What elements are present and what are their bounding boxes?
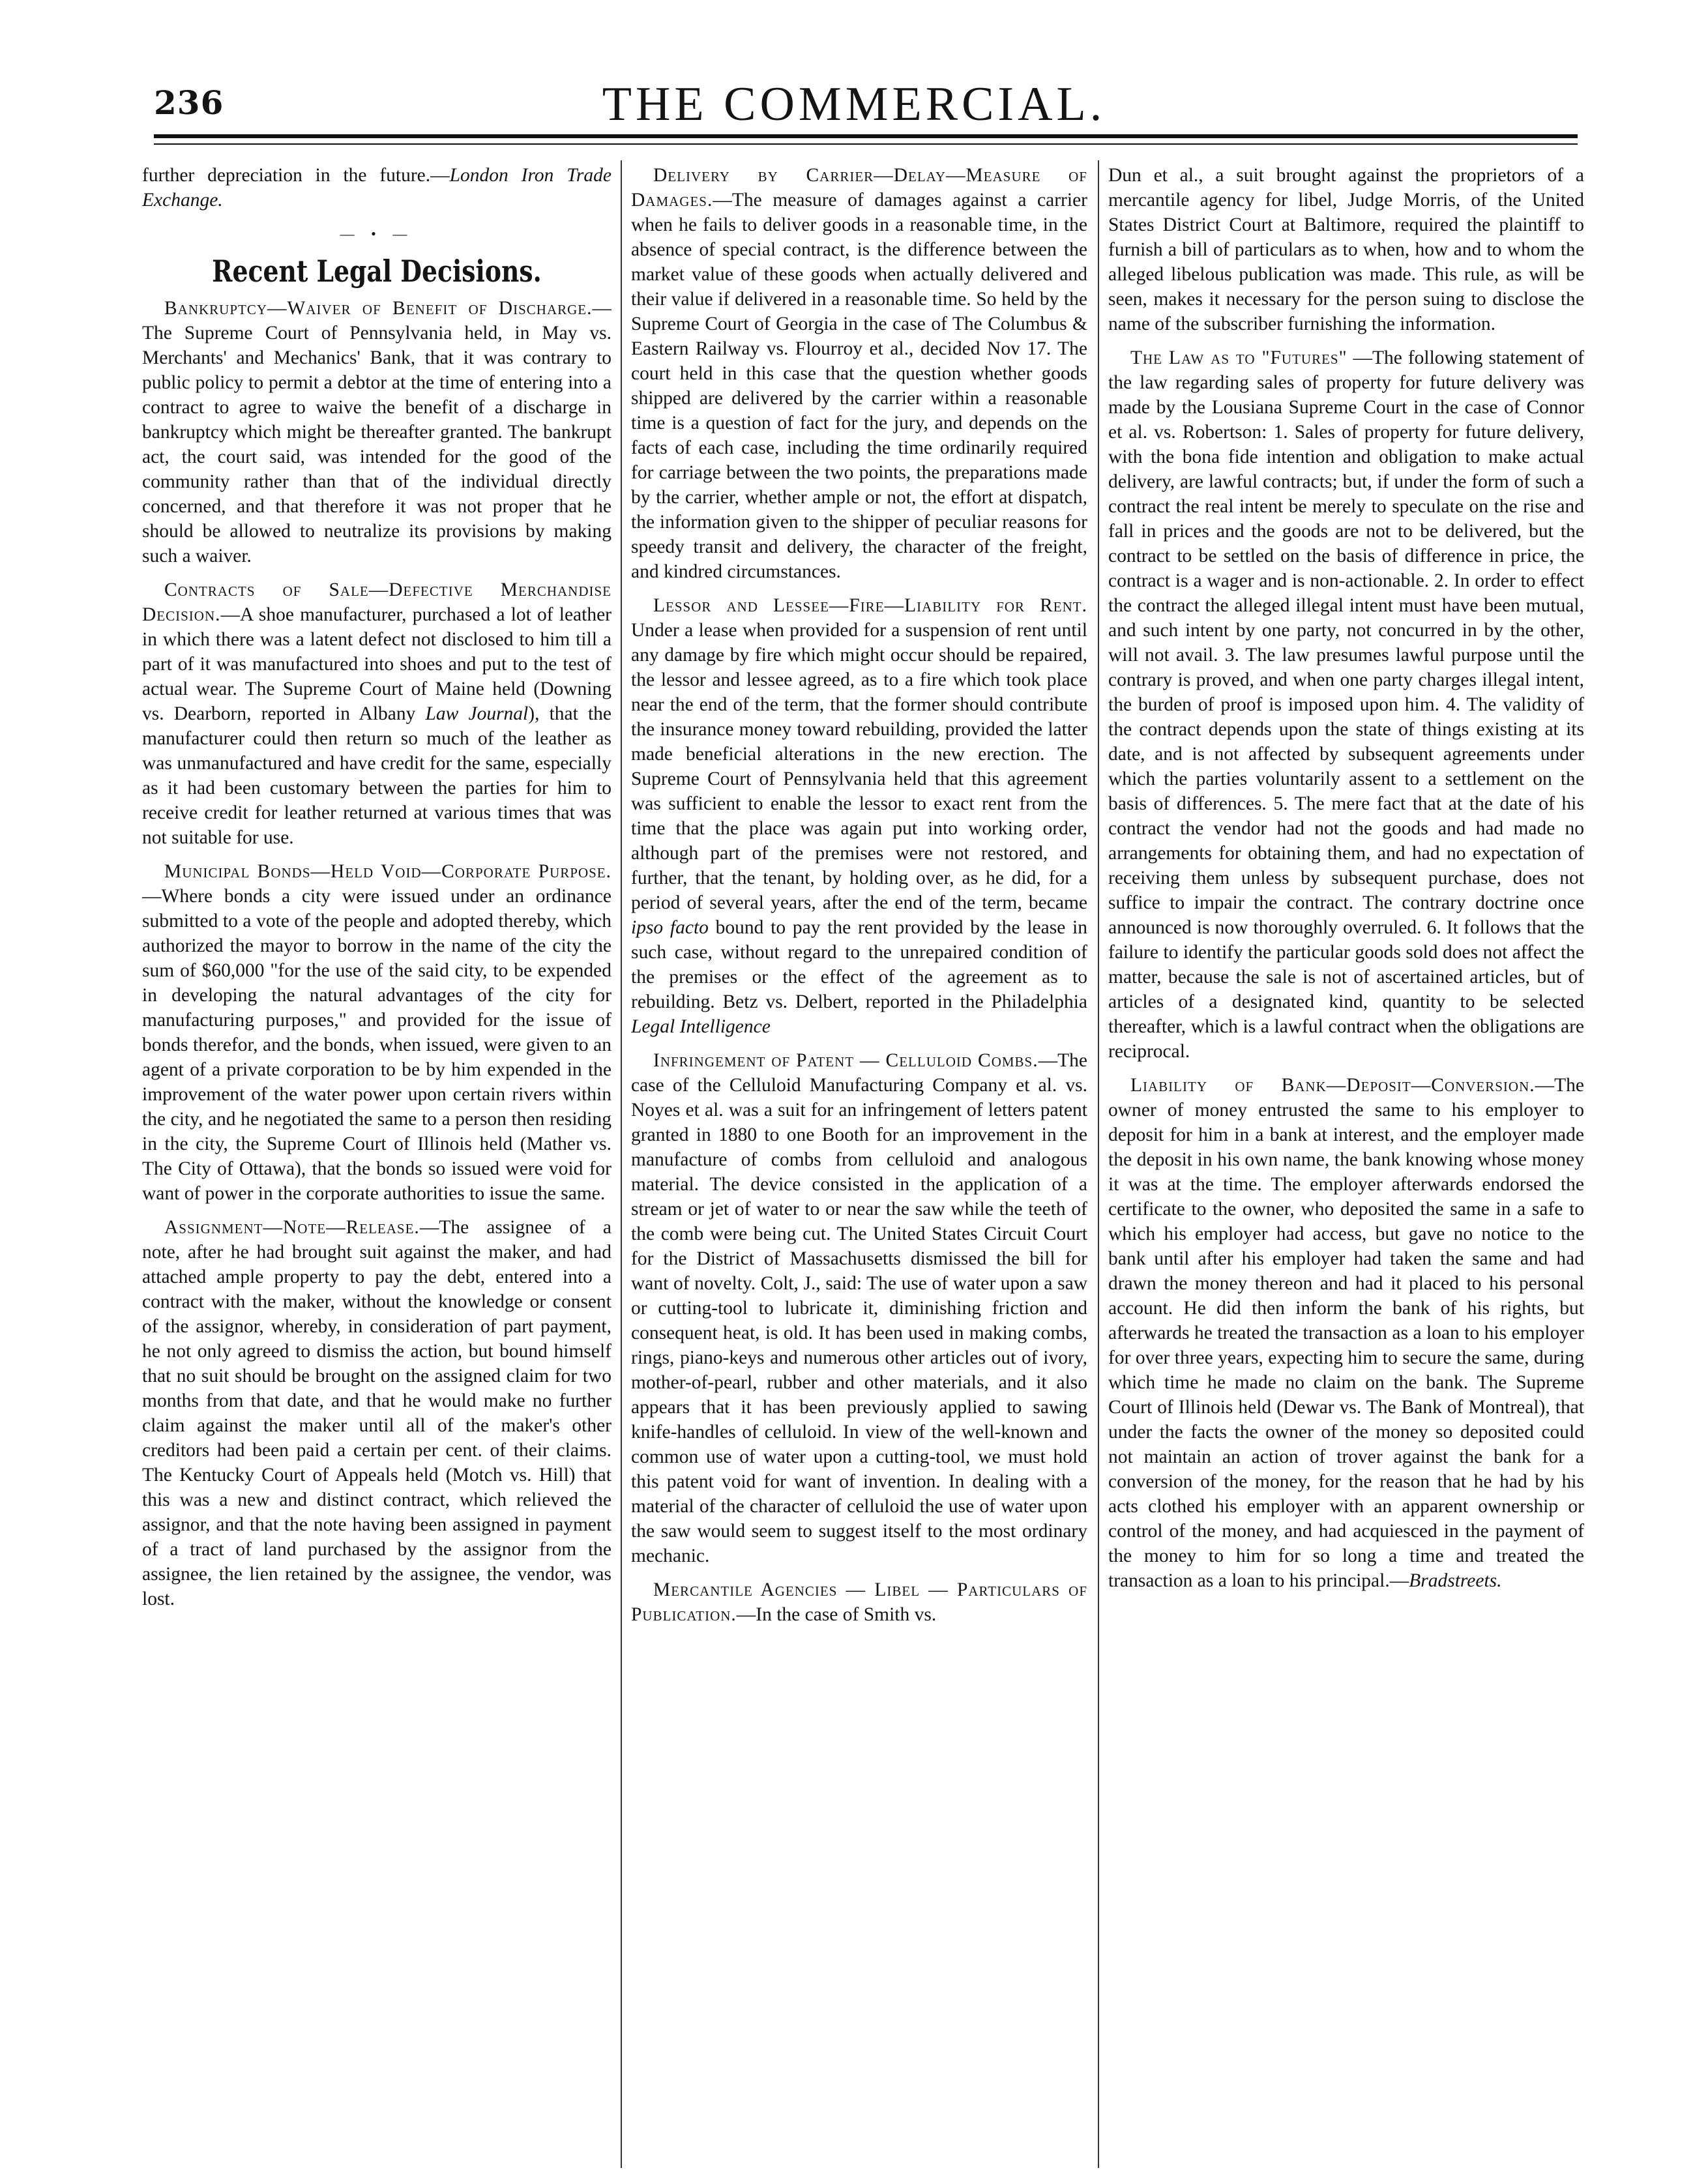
- article-mercantile-agencies: [631, 1577, 1087, 1627]
- article-heading: Assignment—Note—Release.: [164, 1217, 420, 1238]
- article-source: Bradstreets.: [1409, 1570, 1502, 1591]
- article-heading: Delivery by Carrier—Delay—Measure of Damages.: [631, 165, 1087, 211]
- article-body: Under a lease when provided for a suspension of rent until any damage by fire which might occur should be repaired, the lessor and lessee agreed, as to a fire which took place near the end of the term, that the former should contribute the insurance money toward rebuilding, provided the latter made beneficial alterations in the new erection. The Supreme Court of Pennsylvania held that this agreement was sufficient to enable the lessor to exact rent from the time that the place was again put into working order, although part of the premises were not restored, and further, that the tenant, by holding over, as he did, for a period of several years, after the end of the term, became: [631, 620, 1087, 913]
- article-body: —The measure of damages against a carrier when he fails to deliver goods in a reasonable time, in the absence of special contract, is the difference between the market value of these goods when actually delivered and their value if delivered in a reasonable time. So held by the Supreme Court of Georgia in the case of The Columbus & Eastern Railway vs. Flourroy et al., decided Nov 17. The court held in this case that the question whether goods shipped are delivered by the carrier within a reasonable time is a question of fact for the jury, and depends on the facts of each case, including the time ordinarily required for carriage between the two points, the preparations made by the carrier, whether ample or not, the effort at dispatch, the information given to the shipper of peculiar reasons for speedy transit and delivery, the character of the freight, and kindred circumstances.: [631, 190, 1087, 582]
- header-rule-thick: [154, 134, 1578, 138]
- article-heading: Liability of Bank—Deposit—Conversion.: [1130, 1075, 1535, 1096]
- article-municipal-bonds: [142, 859, 611, 1206]
- article-heading: Lessor and Lessee—Fire—Liability for Rent.: [653, 595, 1087, 616]
- article-assignment: [142, 1215, 611, 1611]
- article-delivery-by-carrier: [631, 163, 1087, 584]
- article-body: —The owner of money entrusted the same to his employer to deposit for him in a bank at interest, and the employer made the deposit in his own name, the bank knowing whose money it was at the time. The employer afterwards endorsed the certificate to the owner, who deposited the same in a safe to which his employer had access, but gave no notice to the bank until after his employer had taken the same and had drawn the money thereon and had it placed to his personal account. He did then inform the bank of his rights, but afterwards he treated the transaction as a loan to his employer for over three years, expecting him to secure the same, during which time he made no claim on the bank. The Supreme Court of Illinois held (Dewar vs. The Bank of Montreal), that under the facts the owner of the money so deposited could not maintain an action of trover against the bank for a conversion of the money, for the reason that he had by his acts clothed his employer with an apparent ownership or control of the money, and had acquiesced in the payment of the money to him for so long a time and treated the transaction as a loan to his principal.—: [1108, 1075, 1584, 1591]
- intro-source: London Iron Trade Exchange.: [142, 165, 611, 211]
- column-1: [142, 163, 611, 2177]
- article-italic: Law Journal: [425, 703, 529, 724]
- article-body: —The case of the Celluloid Manufacturing Company et al. vs. Noyes et al. was a suit for an infringement of letters patent granted in 1880 to one Booth for an improvement in the manufacture of combs from celluloid and analogous material. The device consisted in the application of a stream or jet of water to or near the saw while the teeth of the comb were being cut. The United States Circuit Court for the District of Massachusetts dismissed the bill for want of novelty. Colt, J., said: The use of water upon a saw or cutting-tool to lubricate it, diminishing friction and consequent heat, is old. It has been used in making combs, rings, piano-keys and numerous other articles out of ivory, mother-of-pearl, rubber and other materials, and it also appears that it has been previously applied to sawing knife-handles of celluloid. In view of the well-known and common use of water upon a cutting-tool, we must hold this patent void for want of invention. In dealing with a material of the character of celluloid the use of water upon the saw would seem to suggest itself to the most ordinary mechanic.: [631, 1050, 1087, 1566]
- column-3: [1108, 163, 1584, 2177]
- intro-text: further depreciation in the future.—: [142, 165, 450, 186]
- article-body: —The Supreme Court of Pennsylvania held, in May vs. Merchants' and Mechanics' Bank, that it was contrary to public policy to permit a debtor at the time of entering into a contract to agree to waive the benefit of a discharge in bankruptcy which might be thereafter granted. The bankrupt act, the court said, was intended for the good of the community rather than that of the individual directly concerned, and that therefore it was not proper that he should be allowed to neutralize its provisions by making such a waiver.: [142, 298, 611, 566]
- article-body: Dun et al., a suit brought against the proprietors of a mercantile agency for libel, Judge Morris, of the United States District Court at Baltimore, required the plaintiff to furnish a bill of particulars as to when, how and to whom the alleged libelous publication was made. This rule, as will be seen, makes it necessary for the person suing to disclose the name of the subscriber furnishing the information.: [1108, 165, 1584, 334]
- page-number: 236: [154, 83, 224, 122]
- article-body: —In the case of Smith vs.: [736, 1604, 937, 1625]
- article-body: —The assignee of a note, after he had brought suit against the maker, and had attached ample property to pay the debt, entered into a contract with the maker, without the knowledge or consent of the assignor, whereby, in consideration of part payment, he not only agreed to dismiss the action, but bound himself that no suit should be brought on the assigned claim for two months from that date, and that he would make no further claim against the maker until all of the maker's other creditors had been paid a certain per cent. of their claims. The Kentucky Court of Appeals held (Motch vs. Hill) that this was a new and distinct contract, which relieved the assignor, and that the note having been assigned in payment of a tract of land purchased by the assignor from the assignee, the lien retained by the assignee, the vendor, was lost.: [142, 1217, 611, 1609]
- article-body: —A shoe manufacturer, purchased a lot of leather in which there was a latent defect not disclosed to him till a part of it was manufactured into shoes and put to the test of actual wear. The Supreme Court of Maine held (Downing vs. Dearborn, reported in Albany: [142, 604, 611, 724]
- article-italic: ipso facto: [631, 917, 709, 938]
- article-heading: Mercantile Agencies — Libel — Particulars of Publication.: [631, 1579, 1087, 1625]
- section-title: Recent Legal Decisions.: [212, 254, 542, 289]
- intro-paragraph: [142, 163, 611, 212]
- section-ornament: — • —: [340, 226, 414, 242]
- article-heading: Municipal Bonds—Held Void—Corporate Purpose.: [164, 861, 611, 882]
- article-heading: Infringement of Patent — Celluloid Combs.: [653, 1050, 1038, 1071]
- article-heading: Contracts of Sale—Defective Merchandise Decision.: [142, 579, 611, 625]
- article-body: ), that the manufacturer could then return so much of the leather as was unmanufactured and have credit for the same, especially as it had been customary between the parties for him to receive credit for leather returned at various times that was not suitable for use.: [142, 703, 611, 848]
- header-rule-thin: [154, 143, 1578, 145]
- column-divider: [1098, 160, 1099, 2168]
- article-lessor-lessee: [631, 593, 1087, 1039]
- article-law-futures: [1108, 345, 1584, 1064]
- column-divider: [621, 160, 622, 2168]
- article-infringement-of-patent: [631, 1048, 1087, 1568]
- article-heading: Bankruptcy—Waiver of Benefit of Discharge.: [164, 298, 593, 319]
- column-2: [631, 163, 1087, 2177]
- article-heading: The Law as to "Futures": [1130, 347, 1347, 368]
- article-body: —Where bonds a city were issued under an ordinance submitted to a vote of the people and adopted thereby, which authorized the mayor to borrow in the name of the city the sum of $60,000 "for the use of the said city, to be expended in developing the natural advantages of the city for manufacturing purposes," and provided for the issue of bonds therefor, and the bonds, when issued, were given to an agent of a private corporation to be by him expended in the improvement of the water power upon certain rivers within the city, and he negotiated the same to a person then residing in the city, the Supreme Court of Illinois held (Mather vs. The City of Ottawa), that the bonds so issued were void for want of power in the corporate authorities to issue the same.: [142, 886, 611, 1204]
- masthead-title: THE COMMERCIAL.: [602, 78, 1106, 131]
- article-mercantile-agencies-continued: [1108, 163, 1584, 336]
- article-body: —The following statement of the law regarding sales of property for future delivery was made by the Lousiana Supreme Court in the case of Connor et al. vs. Robertson: 1. Sales of property for future delivery, with the bona fide intention and obligation to make actual delivery, are lawful contracts; but, if under the form of such a contract the real intent be merely to speculate on the rise and fall in prices and the goods are not to be delivered, but the contract to be settled on the basis of difference in price, the contract is a wager and is non-actionable. 2. In order to effect the contract the alleged illegal intent must have been mutual, and such intent by one party, not concurred in by the other, will not avail. 3. The law presumes lawful purpose until the contrary is proved, and when one party charges illegal intent, the burden of proof is imposed upon him. 4. The validity of the contract depends upon the state of things existing at its date, and is not affected by subsequent agreements under which the parties voluntarily assent to a settlement on the basis of differences. 5. The mere fact that at the date of his contract the vendor had not the goods and had made no arrangements for obtaining them, and had no expectation of receiving them unless by subsequent purchase, does not suffice to impair the contract. The contrary doctrine once announced is now thoroughly overruled. 6. It follows that the failure to identify the particular goods sold does not affect the matter, because the sale is not of ascertained articles, but of articles of a designated kind, quantity to be selected thereafter, which is a lawful contract when the obligations are reciprocal.: [1108, 347, 1584, 1062]
- article-body: bound to pay the rent provided by the lease in such case, without regard to the unrepaired condition of the premises or the effect of the agreement as to rebuilding. Betz vs. Delbert, reported in the Philadelphia: [631, 917, 1087, 1012]
- article-bankruptcy: [142, 296, 611, 568]
- article-liability-of-bank: [1108, 1073, 1584, 1593]
- article-italic: Legal Intelligence: [631, 1016, 771, 1037]
- article-contracts-of-sale: [142, 578, 611, 850]
